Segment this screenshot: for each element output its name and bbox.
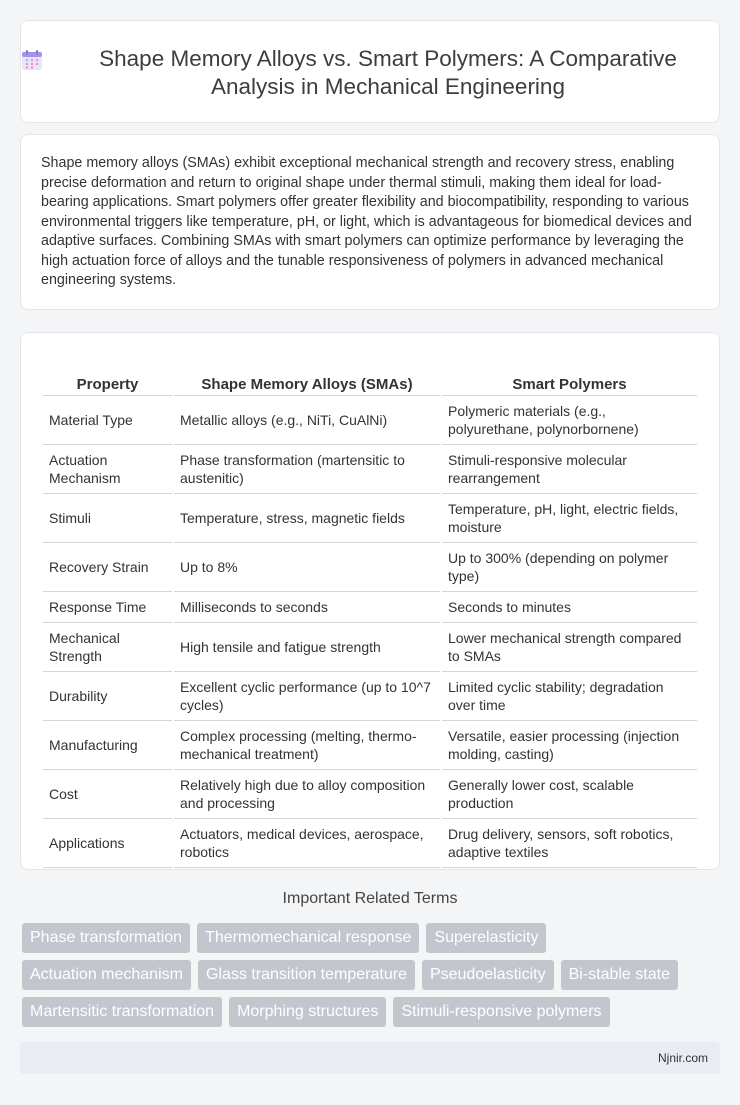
table-cell: Temperature, pH, light, electric fields, moisture [441, 493, 697, 542]
table-cell: Metallic alloys (e.g., NiTi, CuAlNi) [173, 395, 441, 444]
tag-pseudoelasticity[interactable]: Pseudoelasticity [422, 960, 554, 990]
table-row [43, 395, 697, 444]
tag-thermomechanical-response[interactable]: Thermomechanical response [197, 923, 419, 953]
table-cell: Durability [43, 671, 173, 720]
table-row [43, 769, 697, 818]
table-row [43, 444, 697, 493]
table-cell: Drug delivery, sensors, soft robotics, adaptive textiles [441, 818, 697, 867]
comparison-table [43, 353, 697, 868]
table-cell: Milliseconds to seconds [173, 591, 441, 622]
table-cell: Phase transformation (martensitic to austenitic) [173, 444, 441, 493]
table-row [43, 818, 697, 867]
table-cell: Recovery Strain [43, 542, 173, 591]
tag-glass-transition-temperature[interactable]: Glass transition temperature [198, 960, 415, 990]
table-cell: Generally lower cost, scalable production [441, 769, 697, 818]
table-cell: Relatively high due to alloy composition and processing [173, 769, 441, 818]
tag-row [22, 997, 722, 1027]
comparison-table-card [20, 332, 720, 870]
tag-superelasticity[interactable]: Superelasticity [426, 923, 546, 953]
calendar-icon [21, 49, 43, 71]
table-row [43, 493, 697, 542]
table-cell: Versatile, easier processing (injection molding, casting) [441, 720, 697, 769]
table-cell: Polymeric materials (e.g., polyurethane, polynorbornene) [441, 395, 697, 444]
table-cell: Lower mechanical strength compared to SMAs [441, 622, 697, 671]
table-cell: Applications [43, 818, 173, 867]
table-cell: Stimuli-responsive molecular rearrangement [441, 444, 697, 493]
intro-text: Shape memory alloys (SMAs) exhibit exceptional mechanical strength and recovery stress, enabling precise deformation and return to original shape under thermal stimuli, making them ideal for load-bearing applications. Smart polymers offer greater flexibility and biocompatibility, responding to various environmental triggers like temperature, pH, or light, which is advantageous for biomedical devices and adaptive surfaces. Combining SMAs with smart polymers can optimize performance by leveraging the high actuation force of alloys and the tunable responsiveness of polymers in advanced mechanical engineering systems. [41, 155, 692, 288]
tag-morphing-structures[interactable]: Morphing structures [229, 997, 386, 1027]
table-cell: Material Type [43, 395, 173, 444]
table-row [43, 591, 697, 622]
table-cell: Seconds to minutes [441, 591, 697, 622]
tag-actuation-mechanism[interactable]: Actuation mechanism [22, 960, 191, 990]
table-cell: Response Time [43, 591, 173, 622]
table-cell: Cost [43, 769, 173, 818]
tag-row [22, 923, 722, 953]
table-cell: Actuation Mechanism [43, 444, 173, 493]
table-row [43, 720, 697, 769]
header-property: Property [43, 353, 173, 395]
table-row [43, 622, 697, 671]
tag-martensitic-transformation[interactable]: Martensitic transformation [22, 997, 222, 1027]
footer-site-link[interactable]: Njnir.com [657, 1051, 708, 1065]
title-card [20, 20, 720, 123]
table-cell: Limited cyclic stability; degradation over time [441, 671, 697, 720]
related-terms [22, 923, 722, 1034]
header-smas: Shape Memory Alloys (SMAs) [173, 353, 441, 395]
table-cell: Temperature, stress, magnetic fields [173, 493, 441, 542]
tag-stimuli-responsive-polymers[interactable]: Stimuli-responsive polymers [393, 997, 609, 1027]
table-cell: Actuators, medical devices, aerospace, robotics [173, 818, 441, 867]
table-cell: High tensile and fatigue strength [173, 622, 441, 671]
tag-row [22, 960, 722, 990]
table-cell: Up to 300% (depending on polymer type) [441, 542, 697, 591]
table-cell: Excellent cyclic performance (up to 10^7 cycles) [173, 671, 441, 720]
table-row [43, 671, 697, 720]
tag-phase-transformation[interactable]: Phase transformation [22, 923, 190, 953]
table-cell: Complex processing (melting, thermo-mechanical treatment) [173, 720, 441, 769]
table-cell: Stimuli [43, 493, 173, 542]
table-row [43, 542, 697, 591]
table-cell: Up to 8% [173, 542, 441, 591]
table-cell: Mechanical Strength [43, 622, 173, 671]
intro-card [20, 134, 720, 310]
footer [20, 1042, 720, 1074]
tag-bi-stable-state[interactable]: Bi-stable state [561, 960, 678, 990]
page-title: Shape Memory Alloys vs. Smart Polymers: A Comparative Analysis in Mechanical Engineering [99, 46, 677, 99]
table-cell: Manufacturing [43, 720, 173, 769]
header-smart-polymers: Smart Polymers [441, 353, 697, 395]
table-header-row [43, 353, 697, 395]
related-terms-title: Important Related Terms [282, 890, 458, 907]
